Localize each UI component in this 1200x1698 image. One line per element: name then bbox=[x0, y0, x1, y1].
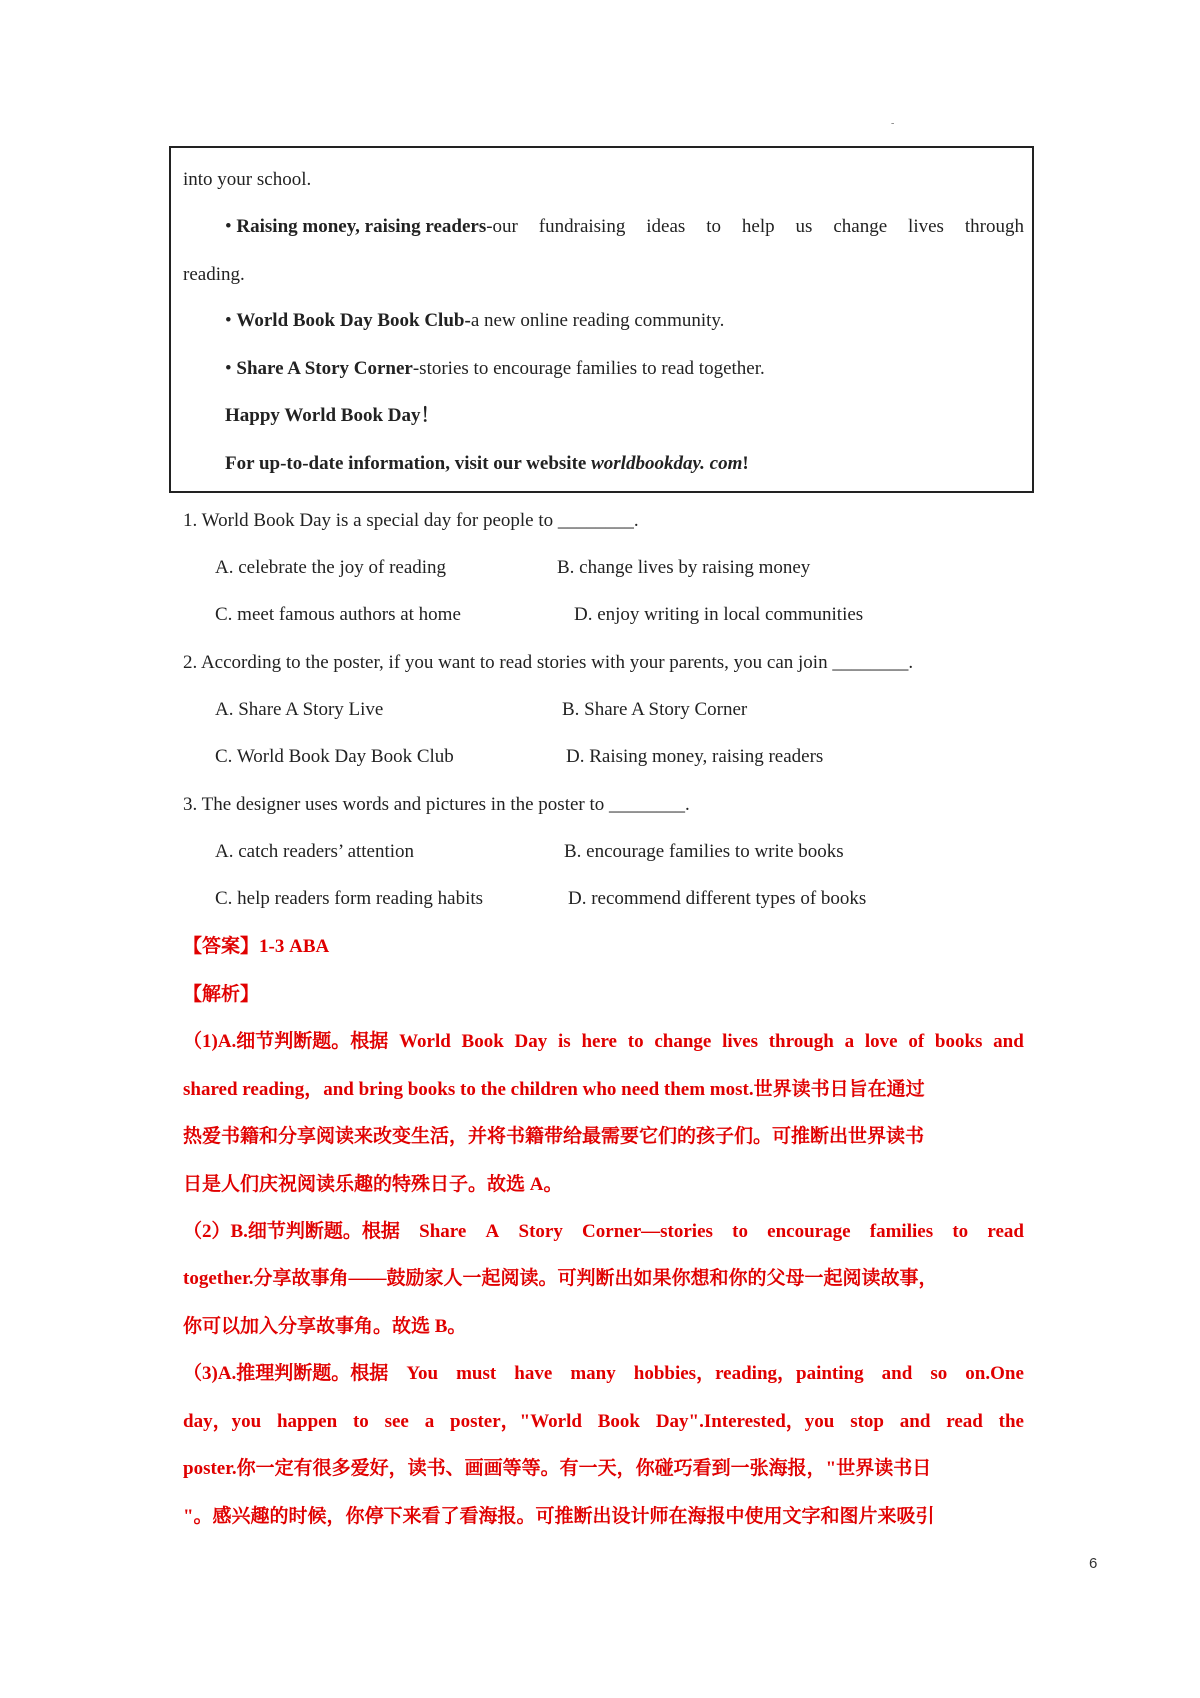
analysis-word: encourage bbox=[767, 1221, 851, 1242]
analysis-word: Day".Interested，you bbox=[655, 1411, 835, 1432]
analysis-word: to bbox=[352, 1411, 369, 1432]
item-word: ideas bbox=[646, 216, 686, 237]
analysis-word: Day bbox=[514, 1031, 548, 1052]
question-3-option-c: C. help readers form reading habits bbox=[215, 888, 484, 909]
analysis-2-line-2: together.分享故事角——鼓励家人一起阅读。可判断出如果你想和你的父母一起阅读故事， bbox=[183, 1268, 938, 1289]
analysis-word: （1)A.细节判断题。根据 bbox=[183, 1031, 389, 1052]
box-item-raising-money-cont: reading. bbox=[183, 264, 245, 285]
item-word: help bbox=[741, 216, 775, 237]
item-word: change bbox=[833, 216, 888, 237]
analysis-word: （3)A.推理判断题。根据 bbox=[183, 1363, 389, 1384]
question-3-stem: 3. The designer uses words and pictures in the poster to ________. bbox=[183, 794, 690, 815]
analysis-3-line-4: "。感兴趣的时候，你停下来看了看海报。可推断出设计师在海报中使用文字和图片来吸引 bbox=[183, 1506, 935, 1527]
item-title: Raising money, raising readers bbox=[236, 216, 487, 237]
box-item-raising-money bbox=[225, 215, 1024, 239]
item-desc: -stories to encourage families to read together. bbox=[412, 358, 765, 379]
analysis-word: of bbox=[908, 1031, 925, 1052]
box-line-school: into your school. bbox=[183, 169, 312, 190]
analysis-word: lives bbox=[722, 1031, 758, 1052]
analysis-word: Share bbox=[419, 1221, 467, 1242]
analysis-2-line-1 bbox=[183, 1219, 1024, 1245]
question-1-option-b: B. change lives by raising money bbox=[557, 557, 811, 578]
question-1-option-c: C. meet famous authors at home bbox=[215, 604, 461, 625]
analysis-word: change bbox=[654, 1031, 712, 1052]
bullet: • bbox=[225, 358, 232, 379]
analysis-word: love bbox=[864, 1031, 898, 1052]
website-suffix: ! bbox=[742, 453, 749, 474]
analysis-word: see bbox=[384, 1411, 409, 1432]
answer-line bbox=[183, 935, 329, 959]
analysis-1-line-3: 热爱书籍和分享阅读来改变生活，并将书籍带给最需要它们的孩子们。可推断出世界读书 bbox=[183, 1126, 925, 1147]
analysis-word: many bbox=[570, 1363, 616, 1384]
website-text: For up-to-date information, visit our website bbox=[225, 453, 592, 474]
question-3-option-d: D. recommend different types of books bbox=[568, 888, 867, 909]
analysis-word: to bbox=[627, 1031, 644, 1052]
top-mark: - bbox=[891, 118, 895, 129]
analysis-word: a bbox=[844, 1031, 855, 1052]
question-3-option-a: A. catch readers’ attention bbox=[215, 841, 415, 862]
analysis-word: the bbox=[998, 1411, 1024, 1432]
item-word: lives bbox=[908, 216, 944, 237]
question-2-option-c: C. World Book Day Book Club bbox=[215, 746, 454, 767]
analysis-word: through bbox=[768, 1031, 834, 1052]
analysis-label: 【解析】 bbox=[183, 984, 260, 1005]
item-word: us bbox=[795, 216, 813, 237]
analysis-3-line-1 bbox=[183, 1361, 1024, 1387]
analysis-word: and bbox=[899, 1411, 931, 1432]
website-link: worldbookday. com bbox=[591, 453, 743, 474]
analysis-word: Story bbox=[518, 1221, 563, 1242]
analysis-word: is bbox=[558, 1031, 571, 1052]
question-2-option-d: D. Raising money, raising readers bbox=[566, 746, 824, 767]
analysis-3-line-3: poster.你一定有很多爱好，读书、画画等等。有一天，你碰巧看到一张海报，"世界读书日 bbox=[183, 1458, 932, 1479]
analysis-word: books bbox=[934, 1031, 983, 1052]
item-word: through bbox=[964, 216, 1024, 237]
page-number: 6 bbox=[1089, 1555, 1098, 1572]
analysis-word: You bbox=[406, 1363, 439, 1384]
analysis-word: A bbox=[485, 1221, 500, 1242]
analysis-word: here bbox=[581, 1031, 617, 1052]
analysis-word: have bbox=[514, 1363, 553, 1384]
question-1-option-a: A. celebrate the joy of reading bbox=[215, 557, 447, 578]
analysis-1-line-4: 日是人们庆祝阅读乐趣的特殊日子。故选 A。 bbox=[183, 1174, 563, 1195]
analysis-1-line-1 bbox=[183, 1029, 1024, 1055]
bullet: • bbox=[225, 216, 232, 237]
question-1-stem: 1. World Book Day is a special day for people to ________. bbox=[183, 510, 639, 531]
analysis-word: World bbox=[399, 1031, 451, 1052]
analysis-word: to bbox=[952, 1221, 969, 1242]
box-item-book-club bbox=[225, 309, 724, 333]
analysis-2-line-3: 你可以加入分享故事角。故选 B。 bbox=[183, 1316, 467, 1337]
bullet: • bbox=[225, 310, 232, 331]
question-2-stem: 2. According to the poster, if you want to read stories with your parents, you can join ________. bbox=[183, 652, 914, 673]
analysis-word: to bbox=[732, 1221, 748, 1242]
analysis-word: and bbox=[993, 1031, 1024, 1052]
analysis-word: Corner—stories bbox=[582, 1221, 713, 1242]
analysis-word: a bbox=[424, 1411, 435, 1432]
analysis-1-line-2: shared reading，and bring books to the children who need them most.世界读书日旨在通过 bbox=[183, 1079, 925, 1100]
item-word: -our bbox=[486, 216, 518, 237]
question-2-option-a: A. Share A Story Live bbox=[215, 699, 384, 720]
happy-day: Happy World Book Day！ bbox=[225, 405, 440, 426]
item-title: World Book Day Book Club- bbox=[236, 310, 471, 331]
analysis-word: families bbox=[869, 1221, 934, 1242]
analysis-word: stop bbox=[850, 1411, 884, 1432]
analysis-word: poster，"World bbox=[450, 1411, 582, 1432]
item-desc: a new online reading community. bbox=[470, 310, 725, 331]
website-info bbox=[225, 452, 749, 476]
answer-label: 【答案】 bbox=[183, 936, 260, 957]
analysis-word: read bbox=[987, 1221, 1024, 1242]
analysis-3-line-2 bbox=[183, 1409, 1024, 1435]
analysis-word: read bbox=[946, 1411, 983, 1432]
analysis-word: day，you bbox=[183, 1411, 262, 1432]
analysis-word: and bbox=[881, 1363, 913, 1384]
answer-value: 1-3 ABA bbox=[259, 936, 330, 957]
item-word: fundraising bbox=[538, 216, 626, 237]
analysis-word: Book bbox=[597, 1411, 640, 1432]
box-item-story-corner bbox=[225, 357, 765, 381]
analysis-word: so bbox=[930, 1363, 948, 1384]
analysis-word: hobbies，reading，painting bbox=[633, 1363, 864, 1384]
question-3-option-b: B. encourage families to write books bbox=[564, 841, 844, 862]
item-title: Share A Story Corner bbox=[236, 358, 413, 379]
question-1-option-d: D. enjoy writing in local communities bbox=[574, 604, 864, 625]
analysis-word: on.One bbox=[965, 1363, 1024, 1384]
analysis-word: Book bbox=[461, 1031, 504, 1052]
analysis-word: （2）B.细节判断题。根据 bbox=[183, 1221, 400, 1242]
analysis-word: happen bbox=[276, 1411, 338, 1432]
item-word: to bbox=[706, 216, 721, 237]
question-2-option-b: B. Share A Story Corner bbox=[562, 699, 748, 720]
analysis-word: must bbox=[456, 1363, 497, 1384]
